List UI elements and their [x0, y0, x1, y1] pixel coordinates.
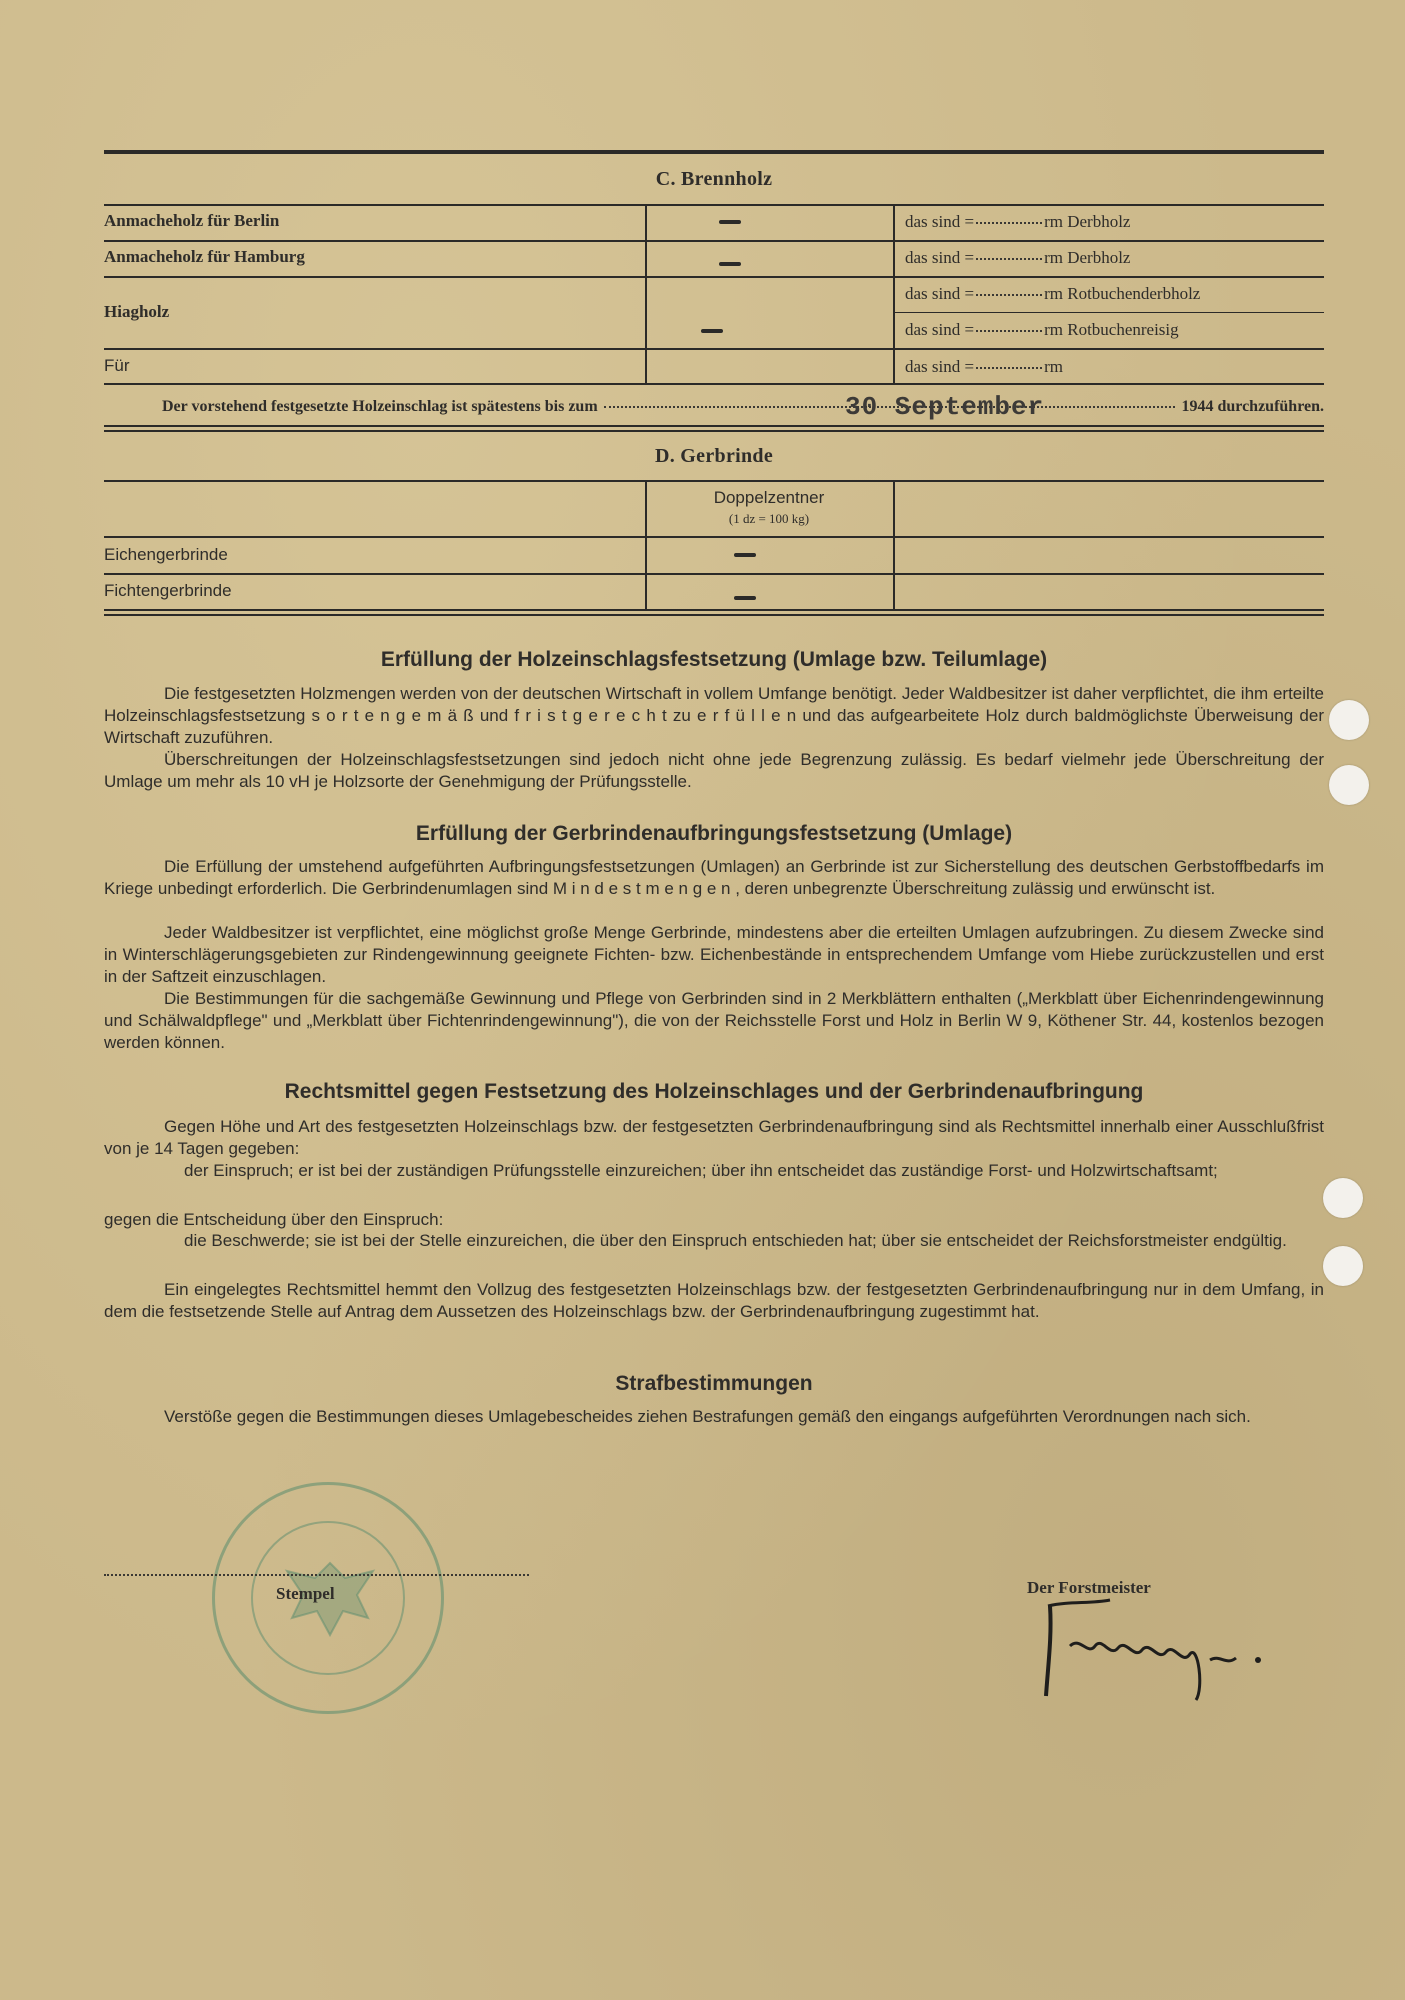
row-unit-hiagholz-1: [905, 284, 1200, 304]
row-label-berlin: Anmacheholz für Berlin: [104, 211, 280, 230]
das-sind-label: das sind =: [905, 284, 975, 303]
punch-hole: [1323, 1178, 1363, 1218]
rm-unit: rm: [1044, 357, 1063, 376]
row-divider: [104, 536, 1324, 538]
paragraph: Gegen Höhe und Art des festgesetzten Holzeinschlags bzw. der festgesetzten Gerbrindenaufbringung sind als Rechtsmittel innerhalb einer Ausschlußfrist von je 14 Tagen gegeben:: [104, 1117, 1324, 1158]
paragraph: Überschreitungen der Holzeinschlagsfestsetzungen sind jedoch nicht ohne jede Begrenzung zulässig. Es bedarf vielmehr jede Überschreitung der Umlage um mehr als 10 vH je Holzsorte der Genehmigung der Prüfungsstelle.: [104, 750, 1324, 791]
row-label-hamburg: Anmacheholz für Hamburg: [104, 247, 305, 266]
table-d-col-divider-1: [645, 482, 647, 609]
rm-unit: rm Derbholz: [1044, 248, 1131, 267]
row-label-fuer: Für: [104, 356, 130, 375]
handwritten-signature: [1040, 1596, 1280, 1716]
section-separator: [104, 430, 1324, 432]
table-d-bottom: [104, 614, 1324, 616]
stamp-label: Stempel: [276, 1584, 335, 1603]
punch-hole: [1323, 1246, 1363, 1286]
paragraph: Die Erfüllung der umstehend aufgeführten Aufbringungsfestsetzungen (Umlagen) an Gerbrinde ist zur Sicherstellung des deutschen Gerbstoffbedarfs im Kriege unbedingt erforderlich. Die Gerbrindenumlagen sind M i n d e s t m e n g e n , deren unbegrenzte Überschreitung zulässig und erwünscht ist.: [104, 857, 1324, 898]
amount-dash-hiagholz: [701, 329, 723, 333]
row-unit-berlin: [905, 212, 1130, 232]
sub-row-divider: [895, 312, 1324, 313]
amount-dash-hamburg: [719, 262, 741, 266]
rm-unit: rm Rotbuchenreisig: [1044, 320, 1179, 339]
paragraph: Die festgesetzten Holzmengen werden von der deutschen Wirtschaft in vollem Umfange benötigt. Jeder Waldbesitzer ist daher verpflichtet, die ihm erteilte Holzeinschlagsfestsetzung s o r t e n g e m ä ß und f r i s t g e r e c h t zu e r f ü l l e n und das aufgearbeitete Holz durch baldmöglichste Überweisung der Wirtschaft zuzuführen.: [104, 684, 1324, 747]
das-sind-label: das sind =: [905, 212, 975, 231]
deadline-suffix: 1944 durchzuführen.: [1181, 398, 1324, 415]
paragraph: Verstöße gegen die Bestimmungen dieses Umlagebescheides ziehen Bestrafungen gemäß den eingangs aufgeführten Verordnungen nach sich.: [164, 1407, 1251, 1426]
table-c-col-divider-2: [893, 206, 895, 383]
row-divider: [104, 276, 1324, 278]
amount-dash-berlin: [719, 220, 741, 224]
section-c-title: C. Brennholz: [655, 168, 773, 190]
punch-hole: [1329, 765, 1369, 805]
col-subheader-unit: (1 dz = 100 kg): [728, 511, 810, 526]
section-separator: [104, 425, 1324, 427]
rm-unit: rm Derbholz: [1044, 212, 1131, 231]
paragraph: Jeder Waldbesitzer ist verpflichtet, eine möglichst große Menge Gerbrinde, mindestens aber die erteilten Umlagen aufzubringen. Zu diesem Zwecke sind in Winterschlägerungsgebieten zur Rindengewinnung geeignete Fichten- bzw. Eichenbestände in entsprechendem Umfange vom Hiebe zurückzustellen und erst in der Saftzeit einzuschlagen.: [104, 923, 1324, 986]
deadline-date: 30 September: [845, 392, 1045, 422]
row-unit-hamburg: [905, 248, 1130, 268]
section-d-title: D. Gerbrinde: [654, 445, 774, 467]
deadline-line: [104, 398, 1324, 416]
heading-gerbrinde: Erfüllung der Gerbrindenaufbringungsfestsetzung (Umlage): [415, 822, 1013, 845]
paragraph: Die Bestimmungen für die sachgemäße Gewinnung und Pflege von Gerbrinden sind in 2 Merkblättern enthalten („Merkblatt über Eichenrindengewinnung und Schälwaldpflege" und „Merkblatt über Fichtenrindengewinnung"), die von der Reichsstelle Forst und Holz in Berlin W 9, Köthener Str. 44, kostenlos bezogen werden können.: [104, 989, 1324, 1052]
row-unit-fuer: [905, 357, 1063, 377]
paragraph: Ein eingelegtes Rechtsmittel hemmt den Vollzug des festgesetzten Holzeinschlags bzw. der festgesetzten Gerbrindenaufbringung nur in dem Umfang, in dem die festsetzende Stelle auf Antrag dem Aussetzen des Holzeinschlags bzw. der Gerbrindenaufbringung zugestimmt hat.: [104, 1280, 1324, 1321]
das-sind-label: das sind =: [905, 248, 975, 267]
heading-holzeinschlag: Erfüllung der Holzeinschlagsfestsetzung (Umlage bzw. Teilumlage): [380, 648, 1048, 671]
row-label-fichtengerbrinde: Fichtengerbrinde: [104, 581, 232, 600]
row-divider: [104, 240, 1324, 242]
table-d-top: [104, 480, 1324, 482]
top-rule: [104, 150, 1324, 154]
row-unit-hiagholz-2: [905, 320, 1179, 340]
deadline-prefix: Der vorstehend festgesetzte Holzeinschlag ist spätestens bis zum: [162, 398, 598, 415]
stamp-dotted-line: [104, 1574, 529, 1576]
row-divider: [104, 573, 1324, 575]
row-divider: [104, 383, 1324, 385]
rm-unit: rm Rotbuchenderbholz: [1044, 284, 1201, 303]
paragraph: gegen die Entscheidung über den Einspruch:: [104, 1210, 444, 1229]
signer-label: Der Forstmeister: [1027, 1578, 1151, 1597]
heading-rechtsmittel: Rechtsmittel gegen Festsetzung des Holzeinschlages und der Gerbrindenaufbringung: [284, 1080, 1144, 1103]
das-sind-label: das sind =: [905, 357, 975, 376]
table-c-col-divider-1: [645, 206, 647, 383]
col-header-doppelzentner: Doppelzentner: [713, 488, 825, 507]
das-sind-label: das sind =: [905, 320, 975, 339]
paragraph: die Beschwerde; sie ist bei der Stelle einzureichen, die über den Einspruch entschieden hat; über sie entscheidet der Reichsforstmeister endgültig.: [184, 1231, 1287, 1250]
table-d-bottom: [104, 609, 1324, 611]
table-d-col-divider-2: [893, 482, 895, 609]
row-divider: [104, 348, 1324, 350]
heading-strafbestimmungen: Strafbestimmungen: [615, 1372, 813, 1395]
row-label-eichengerbrinde: Eichengerbrinde: [104, 545, 228, 564]
paragraph: der Einspruch; er ist bei der zuständigen Prüfungsstelle einzureichen; über ihn entscheidet das zuständige Forst- und Holzwirtschaftsamt;: [184, 1161, 1218, 1180]
row-label-hiagholz: Hiagholz: [104, 302, 170, 321]
amount-dash-eichen: [734, 553, 756, 557]
table-c-top: [104, 204, 1324, 206]
punch-hole: [1329, 700, 1369, 740]
amount-dash-fichten: [734, 596, 756, 600]
